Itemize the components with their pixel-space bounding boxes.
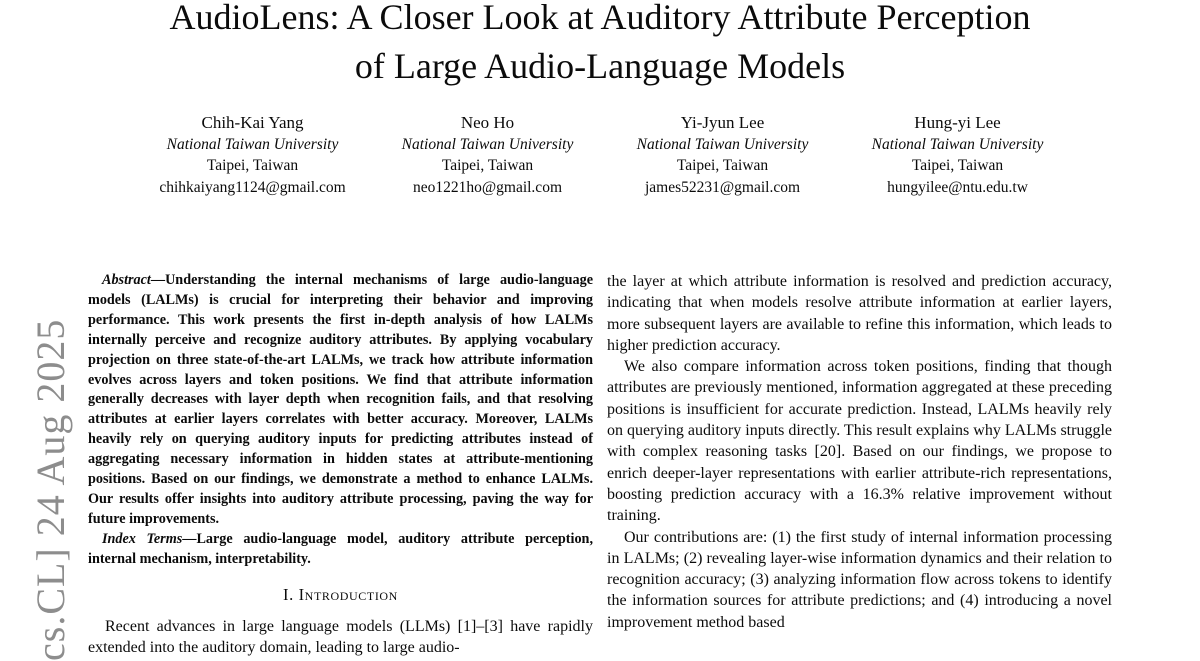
author-affiliation: National Taiwan University xyxy=(636,135,809,153)
paper-title-line1: AudioLens: A Closer Look at Auditory Attribute Perception xyxy=(169,0,1031,37)
author-email: chihkaiyang1124@gmail.com xyxy=(159,178,346,196)
author-affiliation: National Taiwan University xyxy=(871,135,1044,153)
right-column-paragraph-3: Our contributions are: (1) the first study of internal information processing in LALMs; (2) revealing layer-wise information dynamics and their relation to recognition accuracy; (3) analyzing information flow across tokens to identify the information sources for attribute predictions; and (4) introducing a novel improvement method based xyxy=(607,528,1112,631)
right-column-paragraph-1: the layer at which attribute information is resolved and prediction accuracy, indicating that when models resolve attribute information at earlier layers, more subsequent layers are available to refine this information, which leads to higher prediction accuracy. xyxy=(607,273,1112,354)
section-heading-introduction: I. Introduction xyxy=(283,584,398,604)
paper-title xyxy=(0,0,1200,91)
author-1 xyxy=(135,112,370,198)
index-terms-paragraph xyxy=(88,530,593,570)
author-email: neo1221ho@gmail.com xyxy=(412,178,562,196)
introduction-paragraph: Recent advances in large language models (LLMs) [1]–[3] have rapidly extended into the auditory domain, leading to large audio- xyxy=(88,617,593,656)
author-block xyxy=(135,112,1075,198)
abstract-paragraph xyxy=(88,271,593,530)
author-3 xyxy=(605,112,840,198)
author-4 xyxy=(840,112,1075,198)
abstract-label: Abstract xyxy=(102,272,151,288)
right-column-paragraph-2: We also compare information across token positions, finding that though attributes are previously mentioned, information aggregated at these preceding positions is insufficient for accurate prediction. Instead, LALMs heavily rely on querying auditory inputs directly. This result explains why LALMs struggle with complex reasoning tasks [20]. Based on our findings, we propose to enrich deeper-layer representations with earlier attribute-rich representations, boosting prediction accuracy with a 16.3% relative improvement without training. xyxy=(607,358,1112,525)
author-city: Taipei, Taiwan xyxy=(676,157,769,174)
index-terms-label: Index Terms xyxy=(102,530,183,547)
index-terms-text: —Large audio-language model, auditory attribute perception, internal mechanism, interpretability. xyxy=(88,530,593,567)
author-email: hungyilee@ntu.edu.tw xyxy=(887,178,1028,196)
author-affiliation: National Taiwan University xyxy=(401,135,574,153)
abstract-text: —Understanding the internal mechanisms of large audio-language models (LALMs) is crucial for interpreting their behavior and improving performance. This work presents the first in-depth analysis of how LALMs internally perceive and recognize auditory attributes. By applying vocabulary projection on three state-of-the-art LALMs, we track how attribute information evolves across layers and token positions. We find that attribute information generally decreases with layer depth when recognition fails, and that resolving attributes at earlier layers correlates with better accuracy. Moreover, LALMs heavily rely on querying auditory inputs for predicting attributes instead of aggregating necessary information in hidden states at attribute-mentioning positions. Based on our findings, we demonstrate a method to enhance LALMs. Our results offer insights into auditory attribute processing, paving the way for future improvements. xyxy=(88,272,593,527)
left-column xyxy=(88,271,593,658)
arxiv-sidebar-stamp: cs.CL] 24 Aug 2025 xyxy=(28,318,73,661)
author-name: Chih-Kai Yang xyxy=(201,113,304,132)
author-city: Taipei, Taiwan xyxy=(911,157,1004,174)
author-city: Taipei, Taiwan xyxy=(441,157,534,174)
author-name: Neo Ho xyxy=(460,113,515,132)
right-column xyxy=(607,271,1112,633)
paper-title-line2: of Large Audio-Language Models xyxy=(354,46,846,86)
author-name: Hung-yi Lee xyxy=(914,113,1001,132)
author-city: Taipei, Taiwan xyxy=(206,157,299,174)
author-affiliation: National Taiwan University xyxy=(166,135,339,153)
author-name: Yi-Jyun Lee xyxy=(680,113,765,132)
author-email: james52231@gmail.com xyxy=(644,178,801,196)
author-2 xyxy=(370,112,605,198)
